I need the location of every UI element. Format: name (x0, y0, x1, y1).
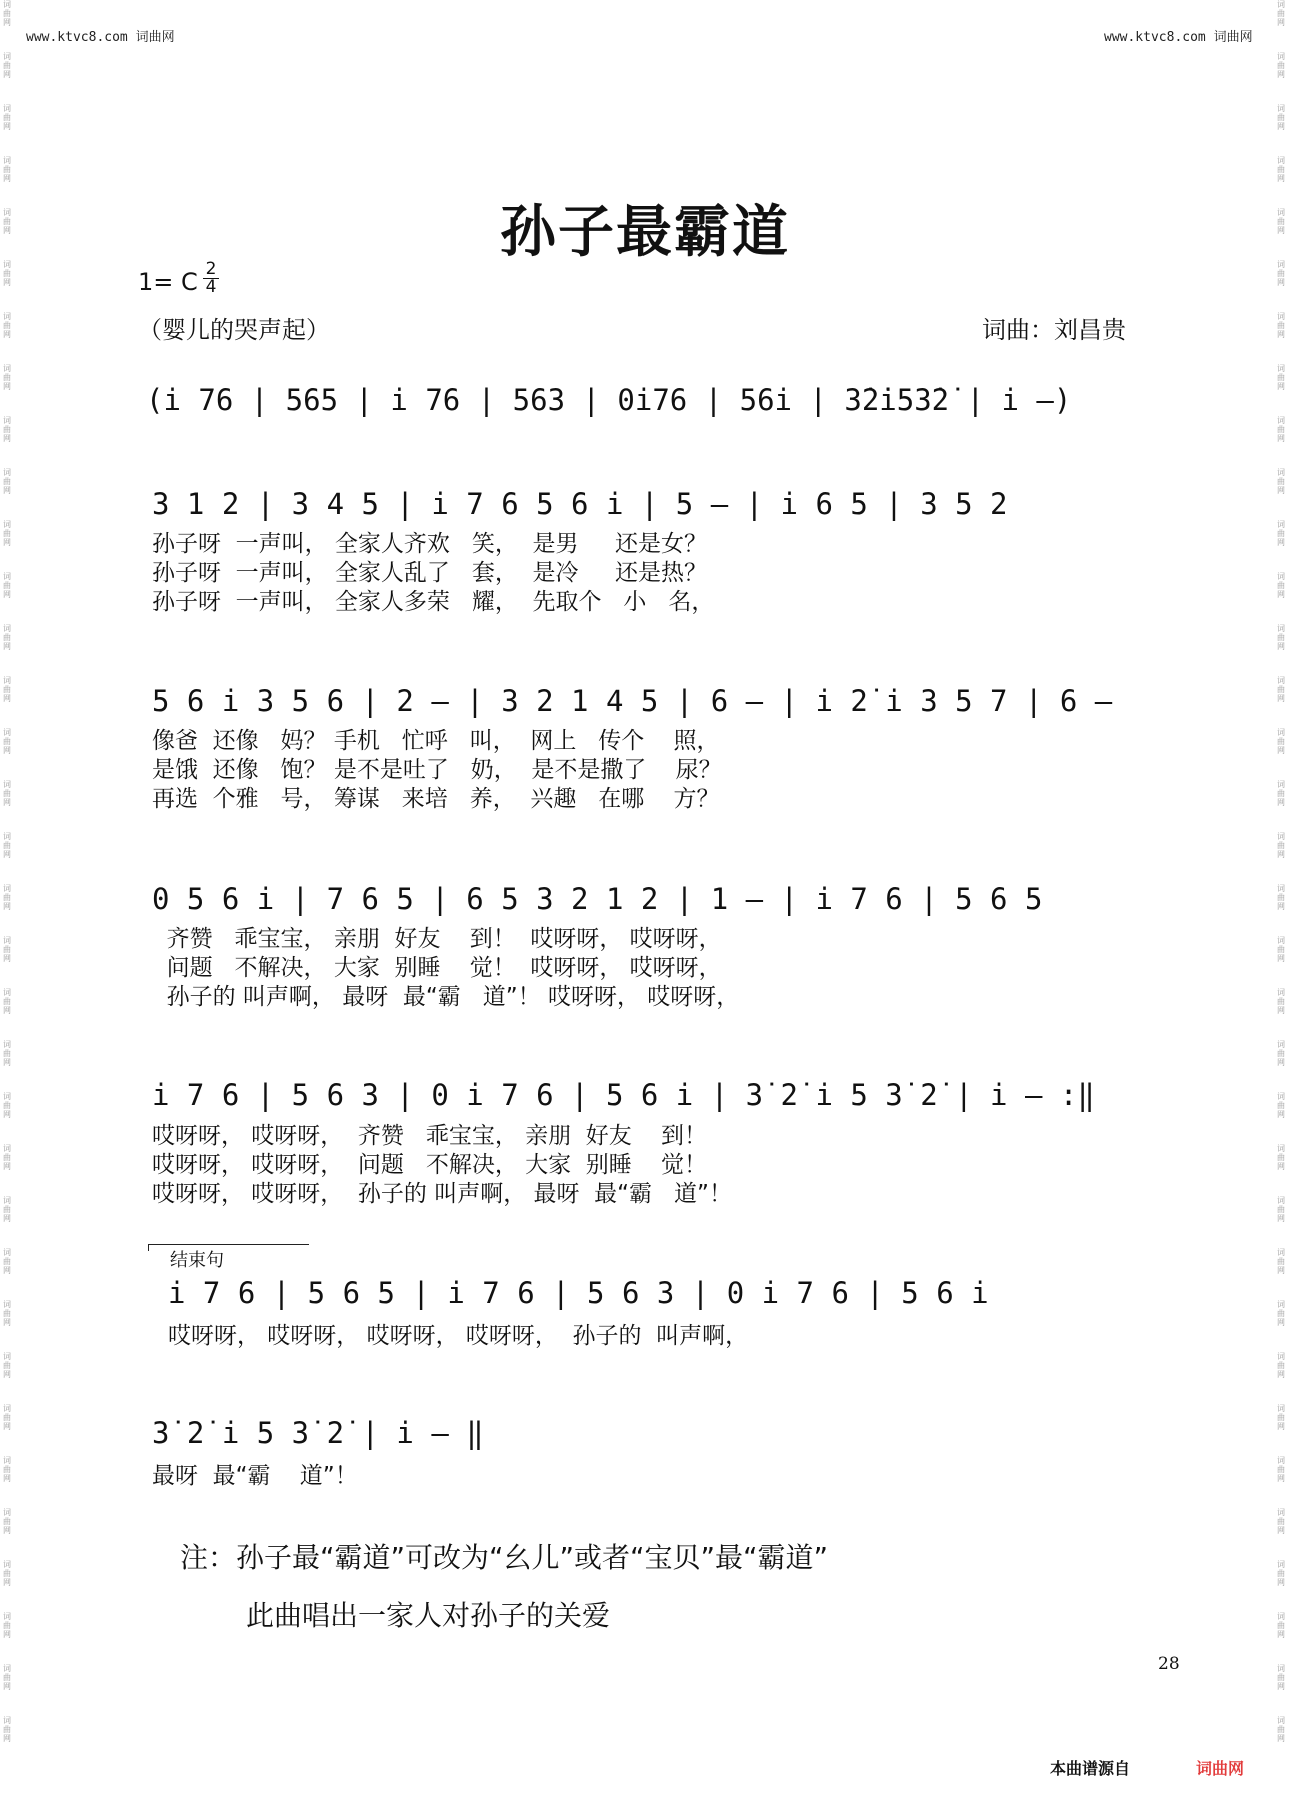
lyric-2-v1: 像爸 还像 妈？ 手机 忙呼 叫， 网上 传个 照， (152, 728, 720, 754)
time-sig-bottom: 4 (205, 277, 217, 297)
score-line-5: i 7 6 | 5 6 5 | i 7 6 | 5 6 3 | 0 i 7 6 | 5 6 i (168, 1276, 989, 1310)
score-line-intro: (i 76 | 565 | i 76 | 563 | 0i76 | 56i | 3̇2̇i53̇2̇ | i –) (146, 383, 1072, 417)
source-site-link[interactable]: 词曲网 (1196, 1759, 1245, 1778)
score-line-6: 3̇ 2̇ i 5 3̇ 2̇ | i – ‖ (152, 1416, 484, 1450)
lyric-4-v3: 哎呀呀， 哎呀呀， 孙子的 叫声啊， 最呀 最“霸 道”！ (152, 1181, 732, 1207)
key-signature: 1= C (138, 268, 198, 296)
lyric-6: 最呀 最“霸 道”！ (152, 1463, 358, 1489)
header-site-right[interactable]: www.ktvc8.com 词曲网 (1104, 30, 1253, 45)
intro-note: （婴儿的哭声起） (138, 316, 330, 344)
page-title: 孙子最霸道 (500, 199, 790, 265)
lyric-4-v2: 哎呀呀， 哎呀呀， 问题 不解决， 大家 别睡 觉！ (152, 1152, 708, 1178)
lyric-1-v3: 孙子呀 一声叫， 全家人多荣 耀， 先取个 小 名， (152, 589, 715, 615)
lyric-3-v2: 问题 不解决， 大家 别睡 觉！ 哎呀呀， 哎呀呀， (152, 955, 722, 981)
side-watermark-right: 词 曲 网 词 曲 网 词 曲 网 词 曲 网 词 曲 网 词 曲 网 词 曲 网 词 曲 网 词 曲 网 词 曲 网 词 曲 网 词 曲 网 词 曲 网 词 曲 网 词 曲 网 词 曲 网 词 曲 网 词 曲 网 词 曲 网 词 曲 网 词 曲 网 词 曲 网 词 曲 网 词 曲 网 词 曲 网 词 曲 网 词 曲 网 词 曲 网 词 曲 网 词 曲 网 词 曲 网 词 曲 网 词 曲 网 词 曲 网 (1277, 0, 1285, 1743)
lyric-2-v3: 再选 个雅 号， 筹谋 来培 养， 兴趣 在哪 方？ (152, 786, 720, 812)
page-number: 28 (1158, 1654, 1180, 1674)
score-line-3: 0 5 6 i | 7 6 5 | 6 5 3 2 1 2 | 1 – | i 7 6 | 5 6 5 (152, 882, 1043, 916)
score-line-4: i 7 6 | 5 6 3 | 0 i 7 6 | 5 6 i | 3̇ 2̇ i 5 3̇ 2̇ | i – :‖ (152, 1078, 1095, 1112)
lyric-3-v1: 齐赞 乖宝宝， 亲朋 好友 到！ 哎呀呀， 哎呀呀， (152, 926, 722, 952)
lyric-1-v2: 孙子呀 一声叫， 全家人乱了 套， 是冷 还是热？ (152, 560, 708, 586)
side-watermark-left: 词 曲 网 词 曲 网 词 曲 网 词 曲 网 词 曲 网 词 曲 网 词 曲 网 词 曲 网 词 曲 网 词 曲 网 词 曲 网 词 曲 网 词 曲 网 词 曲 网 词 曲 网 词 曲 网 词 曲 网 词 曲 网 词 曲 网 词 曲 网 词 曲 网 词 曲 网 词 曲 网 词 曲 网 词 曲 网 词 曲 网 词 曲 网 词 曲 网 词 曲 网 词 曲 网 词 曲 网 词 曲 网 词 曲 网 词 曲 网 (3, 0, 11, 1743)
score-line-2: 5 6 i 3 5 6 | 2 – | 3 2 1 4 5 | 6 – | i 2̇ i 3 5 7 | 6 – (152, 684, 1113, 718)
footnote-line1: 注：孙子最“霸道”可改为“幺儿”或者“宝贝”最“霸道” (180, 1541, 829, 1574)
ending-label: 结束句 (170, 1250, 224, 1271)
lyric-1-v1: 孙子呀 一声叫， 全家人齐欢 笑， 是男 还是女？ (152, 531, 708, 557)
score-line-1: 3 1 2 | 3 4 5 | i 7 6 5 6 i | 5 – | i 6 5 | 3 5 2 (152, 487, 1008, 521)
footnote-line2: 此曲唱出一家人对孙子的关爱 (246, 1599, 611, 1632)
time-signature (203, 259, 219, 297)
credit: 词曲：刘昌贵 (982, 316, 1126, 344)
header-site-left[interactable]: www.ktvc8.com 词曲网 (26, 30, 175, 45)
lyric-4-v1: 哎呀呀， 哎呀呀， 齐赞 乖宝宝， 亲朋 好友 到！ (152, 1123, 708, 1149)
lyric-3-v3: 孙子的 叫声啊， 最呀 最“霸 道”！ 哎呀呀， 哎呀呀， (152, 984, 740, 1010)
lyric-5: 哎呀呀， 哎呀呀， 哎呀呀， 哎呀呀， 孙子的 叫声啊， (168, 1323, 749, 1349)
source-label: 本曲谱源自 (1050, 1759, 1131, 1778)
time-sig-top: 2 (205, 259, 217, 279)
lyric-2-v2: 是饿 还像 饱？ 是不是吐了 奶， 是不是撒了 尿？ (152, 757, 722, 783)
